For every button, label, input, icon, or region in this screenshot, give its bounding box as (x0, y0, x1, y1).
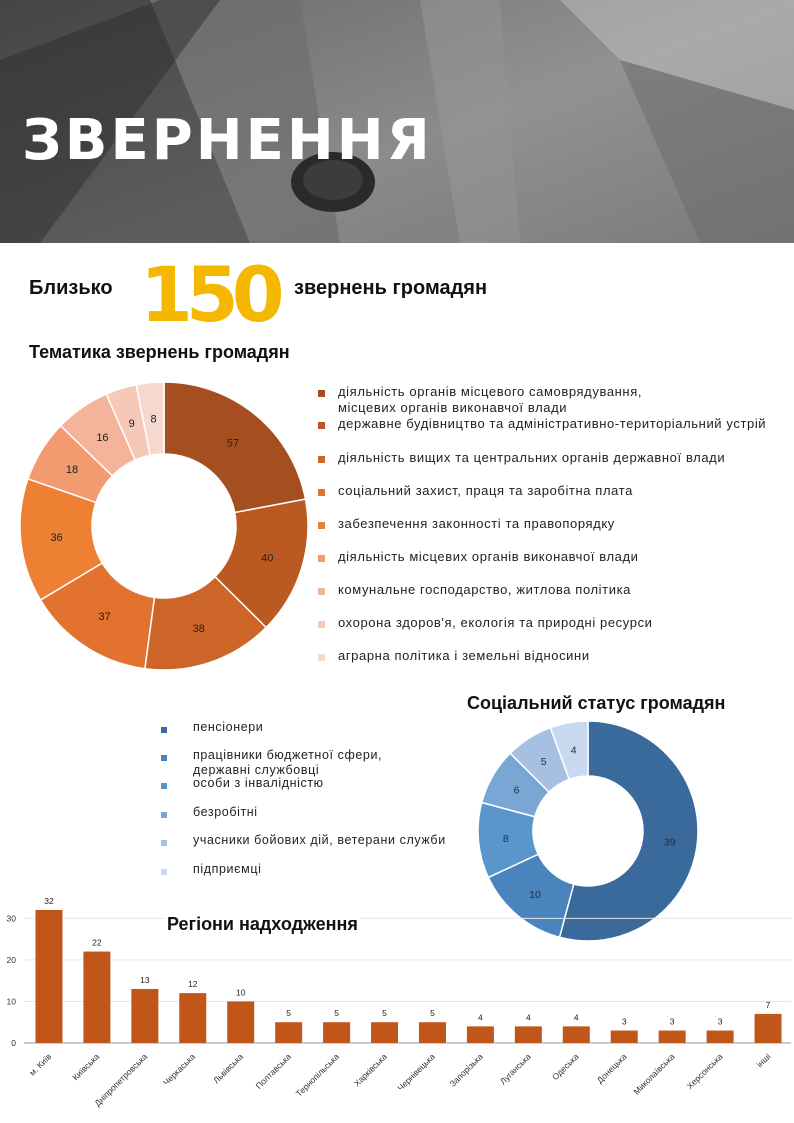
y-tick-label: 30 (6, 913, 16, 924)
topics-donut-chart (14, 376, 314, 676)
region-bar (35, 910, 62, 1043)
x-category-label: Львівська (211, 1051, 246, 1086)
x-category-label: Дніпропетровська (92, 1051, 150, 1109)
bar-value-label: 5 (430, 1008, 435, 1019)
x-category-label: Харківська (351, 1051, 389, 1089)
topics-slice-label: 18 (65, 464, 79, 477)
topics-slice-label: 38 (192, 623, 205, 636)
x-category-label: Полтавська (253, 1051, 294, 1091)
topics-slice-label: 9 (128, 417, 135, 430)
region-bar (611, 1031, 638, 1043)
bar-value-label: 3 (621, 1016, 627, 1027)
legend-swatch (318, 555, 325, 562)
social-title: Соціальний статус громадян (467, 693, 726, 713)
x-category-label: Херсонська (684, 1051, 725, 1092)
legend-swatch (161, 727, 167, 733)
bar-value-label: 5 (382, 1008, 387, 1019)
topics-title: Тематика звернень громадян (29, 342, 290, 362)
legend-swatch (161, 812, 167, 818)
summary-row (0, 250, 794, 339)
legend-label: комунальне господарство, житлова політика (338, 582, 631, 597)
regions-bar-chart (0, 893, 794, 1123)
bar-value-label: 10 (235, 987, 246, 998)
legend-swatch (318, 456, 325, 463)
region-bar (131, 989, 158, 1043)
bar-value-label: 4 (573, 1012, 579, 1023)
legend-swatch (318, 654, 325, 661)
x-category-label: Черкаська (161, 1051, 198, 1088)
region-bar (83, 952, 110, 1043)
legend-label: пенсіонери (193, 720, 264, 734)
social-slice-label: 10 (529, 888, 541, 901)
regions-title: Регіони надходження (167, 914, 358, 934)
region-bar (179, 993, 206, 1043)
bar-value-label: 12 (188, 979, 198, 990)
bar-value-label: 3 (717, 1016, 723, 1027)
bar-value-label: 4 (478, 1012, 483, 1023)
legend-swatch (318, 588, 325, 595)
legend-label: забезпечення законності та правопорядку (338, 516, 615, 531)
legend-swatch (161, 869, 167, 875)
x-category-label: Донецька (594, 1051, 629, 1086)
legend-label: діяльність органів місцевого самоврядування, місцевих органів виконавчої влади (338, 384, 643, 415)
bar-value-label: 32 (44, 896, 54, 906)
social-slice-label: 5 (540, 756, 547, 769)
region-bar (659, 1031, 686, 1043)
legend-swatch (318, 422, 325, 429)
summary-number: 150 (140, 250, 278, 339)
region-bar (755, 1014, 782, 1043)
social-slice-label: 4 (570, 744, 577, 757)
legend-swatch (318, 522, 325, 529)
y-tick-label: 20 (6, 954, 16, 965)
legend-swatch (161, 840, 167, 846)
legend-label: діяльність вищих та центральних органів державної влади (338, 450, 726, 465)
region-bar (563, 1026, 590, 1043)
summary-suffix: звернень громадян (294, 277, 488, 299)
region-bar (467, 1026, 494, 1043)
region-bar (707, 1031, 734, 1043)
legend-label: учасники бойових дій, ветерани служби (193, 833, 446, 847)
summary-prefix: Близько (29, 277, 113, 299)
topics-slice-label: 16 (96, 432, 109, 445)
topics-slice-label: 57 (226, 437, 239, 450)
social-slice-label: 6 (513, 784, 520, 797)
social-slice-label: 39 (663, 836, 676, 849)
topics-slice-label: 37 (98, 611, 111, 624)
x-category-label: Тернопільська (293, 1051, 342, 1099)
topics-slice-label: 8 (150, 413, 157, 426)
legend-label: безробітні (193, 805, 258, 819)
legend-swatch (161, 783, 167, 789)
legend-swatch (318, 489, 325, 496)
y-tick-label: 0 (11, 1038, 16, 1048)
region-bar (227, 1001, 254, 1043)
legend-label: підприємці (193, 862, 262, 876)
legend-swatch (318, 621, 325, 628)
x-category-label: Миколаївська (631, 1051, 677, 1097)
x-category-label: Київська (70, 1051, 102, 1083)
region-bar (515, 1026, 542, 1043)
legend-label: аграрна політика і земельні відносини (338, 648, 590, 663)
legend-label: державне будівництво та адміністративно-територіальний устрій (338, 416, 767, 431)
x-category-label: Запорізька (447, 1051, 485, 1089)
x-category-label: інші (754, 1051, 773, 1070)
page-title: ЗВЕРНЕННЯ (22, 108, 433, 173)
bar-value-label: 22 (92, 937, 102, 948)
topics-slice-label: 40 (261, 552, 274, 565)
legend-label: особи з інвалідністю (193, 776, 324, 790)
region-bar (419, 1022, 446, 1043)
legend-label: охорона здоров'я, екологія та природні ресурси (338, 615, 653, 630)
bar-value-label: 3 (669, 1016, 675, 1027)
bar-value-label: 5 (334, 1008, 339, 1019)
topics-slice-label: 36 (50, 531, 63, 544)
legend-swatch (161, 755, 167, 761)
x-category-label: Чернівецька (395, 1051, 437, 1093)
x-category-label: Одеська (549, 1051, 581, 1083)
bar-value-label: 7 (765, 999, 771, 1010)
x-category-label: м. Київ (27, 1051, 54, 1078)
legend-label: соціальний захист, праця та заробітна плата (338, 483, 633, 498)
region-bar (371, 1022, 398, 1043)
legend-label: працівники бюджетної сфери, державні службовці (193, 748, 383, 777)
y-tick-label: 10 (6, 996, 16, 1007)
social-slice-label: 8 (502, 832, 509, 845)
region-bar (275, 1022, 302, 1043)
bar-value-label: 5 (286, 1008, 292, 1019)
hero-banner (0, 0, 794, 243)
legend-label: діяльність місцевих органів виконавчої влади (338, 549, 639, 564)
bar-value-label: 13 (140, 974, 150, 985)
bar-value-label: 4 (525, 1012, 531, 1023)
region-bar (323, 1022, 350, 1043)
legend-swatch (318, 390, 325, 397)
x-category-label: Луганська (497, 1051, 533, 1087)
